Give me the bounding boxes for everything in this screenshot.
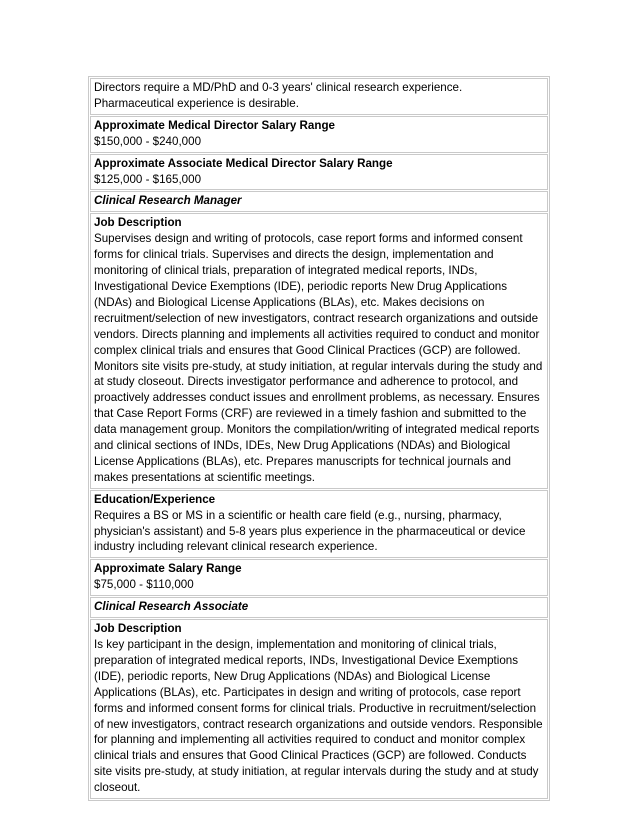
associate-medical-director-salary-value: $125,000 - $165,000 <box>94 172 202 186</box>
medical-director-salary-heading: Approximate Medical Director Salary Range <box>94 118 335 132</box>
clinical-research-manager-job-text: Supervises design and writing of protocols, case report forms and informed consent forms for clinical trials. Supervises and directs the design, implementation and monitoring of clinical trials, preparation of integrated medical reports, INDs, Investigational Device Exemptions (IDE), periodic reports New Drug Applications (NDAs) and Biological License Applications (BLAs), etc. Makes decisions on recruitment/selection of new investigators, contract research organizations and outside vendors. Directs planning and implements all activities required to conduct and monitor complex clinical trials and ensures that Good Clinical Practices (GCP) are followed. Monitors site visits pre-study, at study initiation, at regular intervals during the study and at study closeout. Directs investigator performance and adherence to protocol, and proactively addresses conduct issues and enrollment problems, as necessary. Ensures that Case Report Forms (CRF) are reviewed in a timely fashion and submitted to the data management group. Monitors the compilation/writing of integrated medical reports and clinical sections of INDs, IDEs, New Drug Applications (NDAs) and Biological License Applications (BLAs), etc. Prepares manuscripts for technical journals and makes presentations at scientific meetings. <box>94 232 543 484</box>
clinical-research-manager-title: Clinical Research Manager <box>94 194 242 208</box>
medical-director-salary-cell <box>90 116 548 153</box>
clinical-research-manager-job-heading: Job Description <box>94 216 182 230</box>
associate-medical-director-salary-cell <box>90 154 548 191</box>
clinical-research-manager-education-text: Requires a BS or MS in a scientific or health care field (e.g., nursing, pharmacy, physician's assistant) and 5-8 years plus experience in the pharmaceutical or device industry including relevant clinical research experience. <box>94 508 526 554</box>
medical-director-experience-text: Directors require a MD/PhD and 0-3 years' clinical research experience. Pharmaceutical experience is desirable. <box>94 81 463 110</box>
clinical-research-manager-education-cell <box>90 490 548 559</box>
clinical-research-associate-job-cell <box>90 619 548 799</box>
clinical-research-associate-job-text: Is key participant in the design, implementation and monitoring of clinical trials, preparation of integrated medical reports, INDs, Investigational Device Exemptions (IDE), periodic reports, New Drug Applications (NDAs) and Biological License Applications (BLAs), etc. Participates in design and writing of protocols, case report forms and informed consent forms for clinical trials. Productive in recruitment/selection of new investigators, contract research organizations and outside vendors. Responsible for planning and implementing all activities required to conduct and monitor complex clinical trials and ensures that Good Clinical Practices (GCP) are followed. Conducts site visits pre-study, at study initiation, at regular intervals during the study and at study closeout. <box>94 638 543 795</box>
medical-director-salary-value: $150,000 - $240,000 <box>94 134 202 148</box>
clinical-research-manager-job-cell <box>90 213 548 488</box>
clinical-research-manager-education-heading: Education/Experience <box>94 492 216 506</box>
medical-director-experience-cell <box>90 78 548 115</box>
clinical-research-associate-job-heading: Job Description <box>94 622 182 636</box>
clinical-research-manager-salary-cell <box>90 559 548 596</box>
clinical-research-manager-title-cell <box>90 191 548 212</box>
job-description-table <box>88 76 550 801</box>
associate-medical-director-salary-heading: Approximate Associate Medical Director Salary Range <box>94 156 393 170</box>
clinical-research-manager-salary-value: $75,000 - $110,000 <box>94 578 194 592</box>
clinical-research-manager-salary-heading: Approximate Salary Range <box>94 562 242 576</box>
clinical-research-associate-title-cell <box>90 597 548 618</box>
clinical-research-associate-title: Clinical Research Associate <box>94 600 249 614</box>
